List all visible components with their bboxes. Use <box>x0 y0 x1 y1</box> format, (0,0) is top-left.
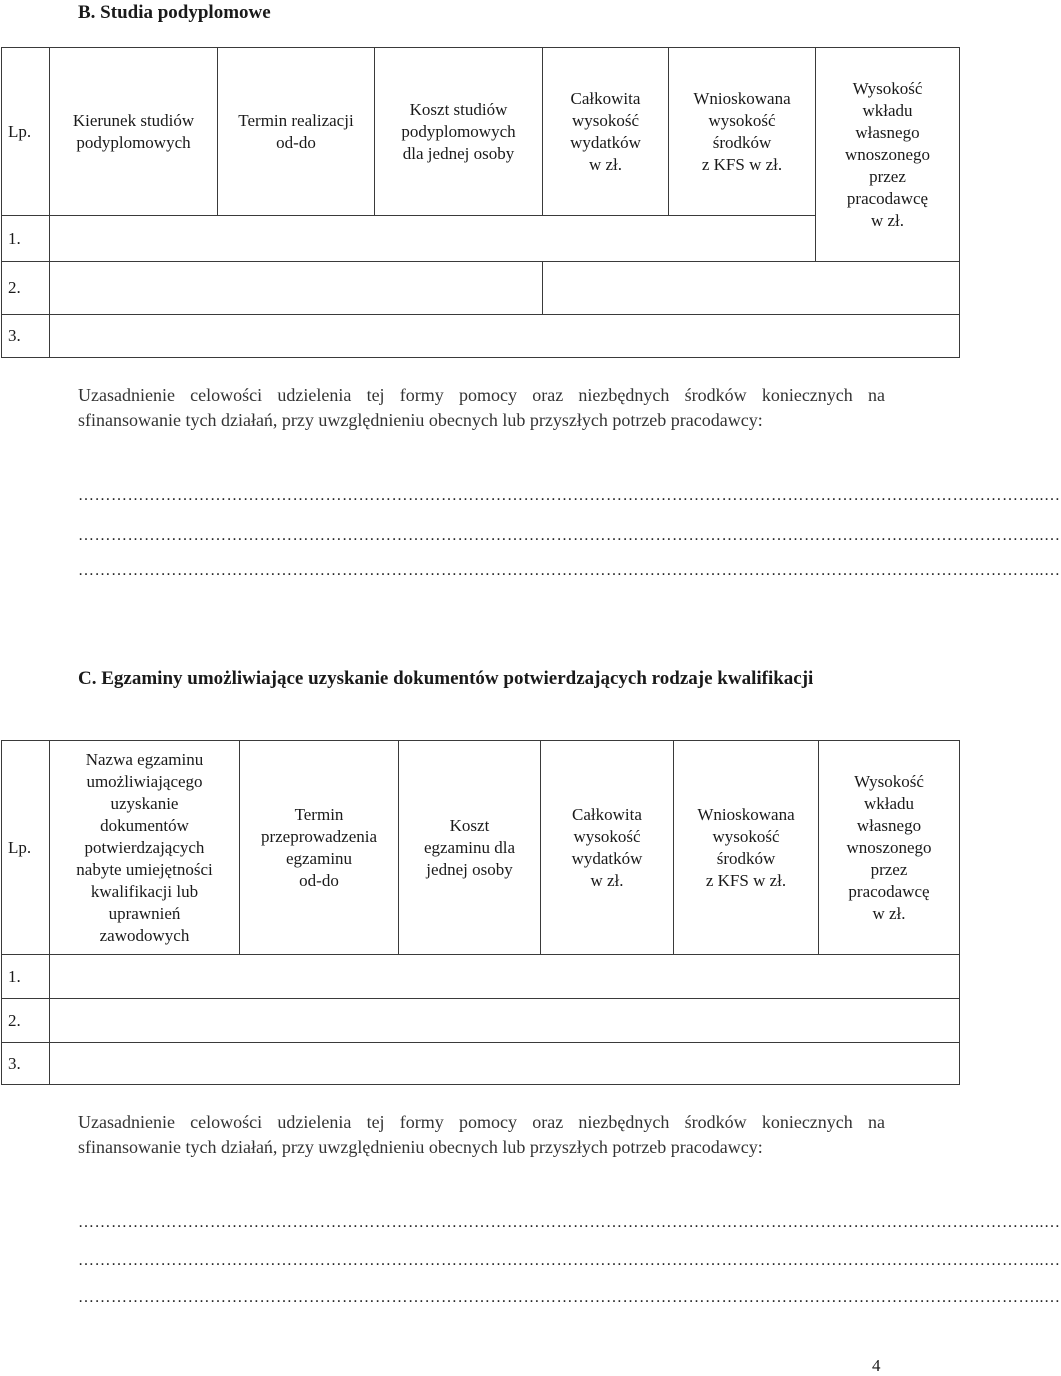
header-line: przez <box>870 859 908 879</box>
row-number: 2. <box>2 999 50 1043</box>
section-c-justification: Uzasadnienie celowości udzielenia tej formy pomocy oraz niezbędnych środków koniecznych na sfinansowanie tych działań, przy uwzględnieniu obecnych lub przyszłych potrzeb pracodawcy: <box>78 1112 885 1157</box>
header-lp: Lp. <box>2 48 50 216</box>
header-line: dokumentów <box>100 815 189 835</box>
header-line: uprawnień <box>108 903 181 923</box>
header-line: wnoszonego <box>845 144 930 164</box>
header-line: wysokość <box>573 826 641 846</box>
header-line: jednej osoby <box>426 859 513 879</box>
header-line: podyplomowych <box>76 132 191 152</box>
header-line: Nazwa egzaminu <box>85 749 204 769</box>
header-kierunek <box>50 48 218 216</box>
header-line: Koszt studiów <box>409 99 508 119</box>
section-c-title-text: Egzaminy umożliwiające uzyskanie dokumentów potwierdzających rodzaje kwalifikacji <box>101 668 814 689</box>
header-line: egzaminu dla <box>423 837 516 857</box>
dotted-fill-line[interactable]: …………………………………………………………………………………………………………………………………………………………..… <box>78 487 1061 504</box>
table-cell[interactable] <box>50 262 543 315</box>
header-line: wysokość <box>571 110 640 130</box>
header-line: wysokość <box>708 110 776 130</box>
table-cell[interactable] <box>50 216 816 262</box>
section-c-letter: C. <box>78 668 97 689</box>
header-termin <box>240 741 399 955</box>
section-c-title <box>78 667 885 691</box>
header-line: Kierunek studiów <box>72 110 195 130</box>
header-line: wysokość <box>712 826 780 846</box>
dotted-fill-line[interactable]: …………………………………………………………………………………………………………………………………………………………..… <box>78 527 1061 544</box>
header-line: podyplomowych <box>401 121 516 141</box>
header-line: wkładu <box>863 793 915 813</box>
header-line: Wnioskowana <box>693 88 791 108</box>
header-line: przez <box>869 166 906 186</box>
header-line: Termin <box>294 804 344 824</box>
header-line: z KFS w zł. <box>701 154 783 174</box>
header-line: kwalifikacji lub <box>90 881 199 901</box>
header-calkowita <box>543 48 669 216</box>
header-wklad <box>819 741 960 955</box>
header-line: nabyte umiejętności <box>76 859 213 879</box>
header-line: z KFS w zł. <box>705 870 787 890</box>
header-lp: Lp. <box>2 741 50 955</box>
header-wklad <box>816 48 960 262</box>
header-line: wydatków <box>571 848 643 868</box>
header-line: w zł. <box>870 210 905 230</box>
header-wnioskowana <box>669 48 816 216</box>
section-b-justification: Uzasadnienie celowości udzielenia tej formy pomocy oraz niezbędnych środków koniecznych na sfinansowanie tych działań, przy uwzględnieniu obecnych lub przyszłych potrzeb pracodawcy: <box>78 385 885 430</box>
header-line: pracodawcę <box>846 188 929 208</box>
header-line: Koszt <box>449 815 490 835</box>
header-line: środków <box>712 132 772 152</box>
header-line: przeprowadzenia <box>260 826 378 846</box>
header-wnioskowana <box>674 741 819 955</box>
dotted-fill-line[interactable]: …………………………………………………………………………………………………………………………………………………………..… <box>78 1214 1061 1231</box>
header-line: własnego <box>855 122 920 142</box>
header-line: Wysokość <box>852 78 923 98</box>
header-calkowita <box>541 741 674 955</box>
header-line: Wysokość <box>854 771 924 791</box>
table-cell[interactable] <box>50 955 960 999</box>
header-line: Całkowita <box>572 804 642 824</box>
header-koszt <box>375 48 543 216</box>
header-koszt <box>399 741 541 955</box>
dotted-fill-line[interactable]: …………………………………………………………………………………………………………………………………………………………..… <box>78 1252 1061 1269</box>
header-line: Wnioskowana <box>697 804 795 824</box>
header-line: własnego <box>856 815 922 835</box>
row-number: 3. <box>2 315 50 358</box>
header-nazwa <box>50 741 240 955</box>
row-number: 1. <box>2 955 50 999</box>
table-cell[interactable] <box>543 262 960 315</box>
table-cell[interactable] <box>50 999 960 1043</box>
header-line: umożliwiającego <box>86 771 203 791</box>
page-number: 4 <box>872 1356 881 1375</box>
row-number: 1. <box>2 216 50 262</box>
table-egzaminy <box>1 740 960 1085</box>
table-studia-podyplomowe <box>1 47 960 358</box>
header-line: uzyskanie <box>110 793 179 813</box>
header-line: wydatków <box>570 132 641 152</box>
header-line: zawodowych <box>99 925 190 945</box>
header-termin <box>218 48 375 216</box>
header-line: wnoszonego <box>846 837 932 857</box>
header-line: wkładu <box>862 100 913 120</box>
header-line: Termin realizacji <box>238 110 354 130</box>
header-line: od-do <box>276 132 316 152</box>
dotted-fill-line[interactable]: …………………………………………………………………………………………………………………………………………………………..… <box>78 562 1061 579</box>
table-cell[interactable] <box>50 315 960 358</box>
row-number: 3. <box>2 1043 50 1085</box>
header-line: od-do <box>299 870 339 890</box>
row-number: 2. <box>2 262 50 315</box>
header-line: pracodawcę <box>848 881 930 901</box>
header-line: Całkowita <box>570 88 641 108</box>
header-line: w zł. <box>590 870 624 890</box>
table-cell[interactable] <box>50 1043 960 1085</box>
header-line: dla jednej osoby <box>402 143 515 163</box>
header-line: w zł. <box>588 154 623 174</box>
dotted-fill-line[interactable]: …………………………………………………………………………………………………………………………………………………………..… <box>78 1289 1061 1306</box>
header-line: w zł. <box>872 903 906 923</box>
header-line: środków <box>716 848 776 868</box>
section-b-title: B. Studia podyplomowe <box>78 2 271 23</box>
header-line: egzaminu <box>285 848 353 868</box>
header-line: potwierdzających <box>84 837 205 857</box>
